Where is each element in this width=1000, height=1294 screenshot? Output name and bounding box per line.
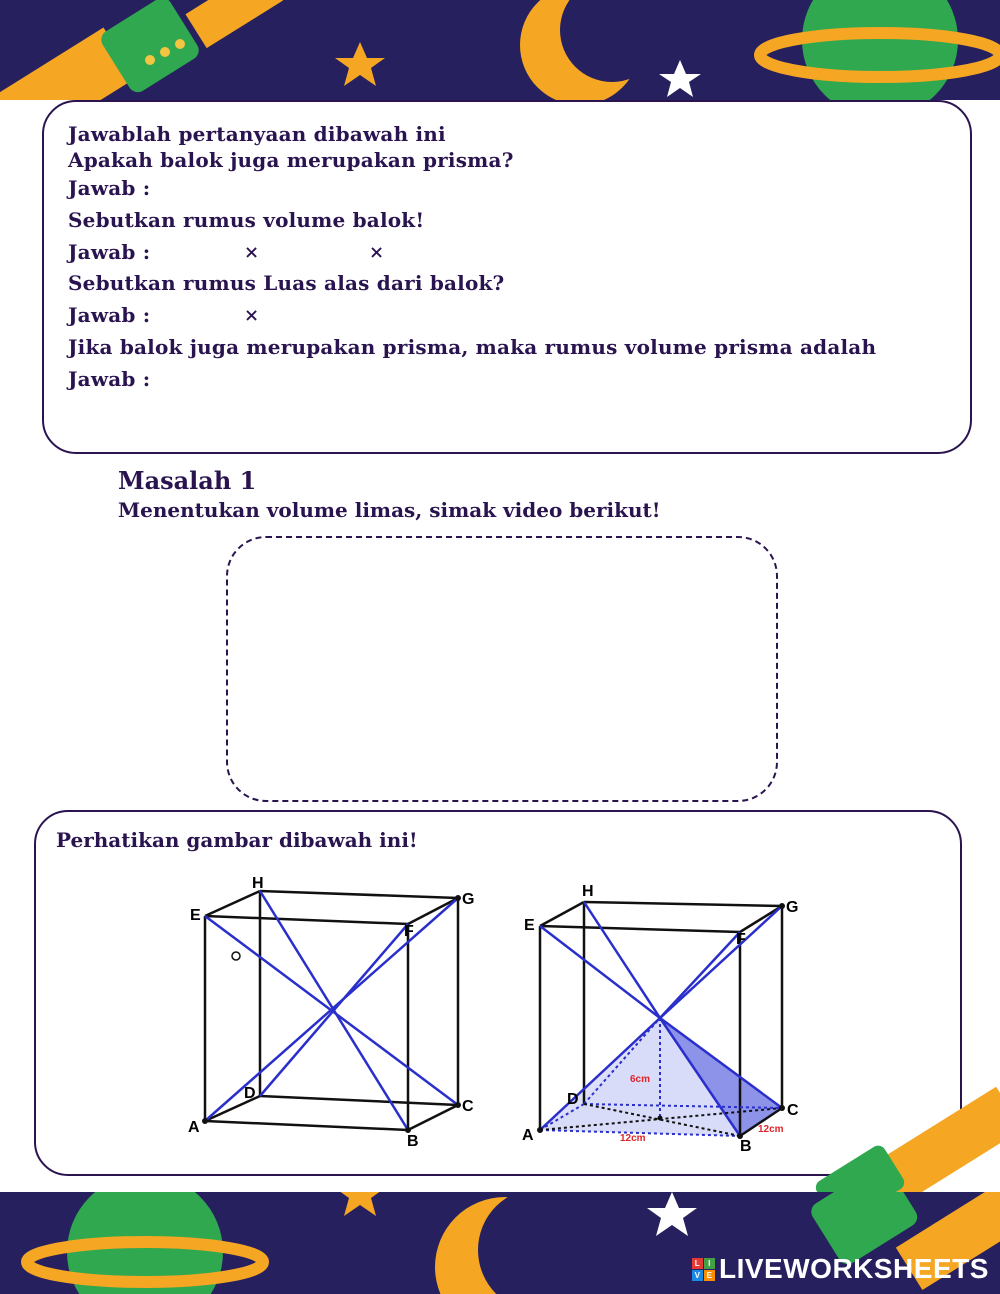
question-4: Jika balok juga merupakan prisma, maka rumus volume prisma adalah	[68, 335, 877, 359]
vertex-label: D	[244, 1085, 256, 1102]
answer-3-label: Jawab :	[68, 303, 151, 327]
vertex-label: H	[252, 875, 264, 892]
vertex-label: F	[736, 931, 746, 948]
question-3: Sebutkan rumus Luas alas dari balok?	[68, 271, 505, 295]
vertex-label: H	[582, 883, 594, 900]
planet-icon	[27, 1192, 263, 1294]
liveworksheets-badge: L I V E	[692, 1258, 715, 1281]
times-symbol: ×	[244, 305, 260, 326]
masalah-title: Masalah 1	[118, 466, 257, 495]
question-1: Apakah balok juga merupakan prisma?	[68, 148, 514, 172]
vertex-label: C	[787, 1102, 799, 1119]
moon-icon	[435, 1192, 602, 1294]
height-label: 6cm	[630, 1074, 651, 1085]
star-icon	[647, 1192, 697, 1236]
satellite-icon	[800, 1080, 1000, 1200]
answer-4-label: Jawab :	[68, 367, 151, 391]
vertex-label: A	[522, 1127, 534, 1144]
vertex-label: C	[462, 1098, 474, 1115]
vertex-label: A	[188, 1119, 200, 1136]
times-symbol: ×	[369, 242, 385, 263]
base-label-ab: 12cm	[620, 1133, 646, 1144]
answer-1-label: Jawab :	[68, 176, 151, 200]
satellite-icon	[0, 0, 283, 100]
question-2: Sebutkan rumus volume balok!	[68, 208, 425, 232]
liveworksheets-text: LIVEWORKSHEETS	[719, 1253, 989, 1284]
base-label-bc: 12cm	[758, 1124, 784, 1135]
times-symbol: ×	[244, 242, 260, 263]
vertex-label: G	[786, 899, 799, 916]
star-icon	[335, 1192, 385, 1216]
vertex-label: E	[190, 907, 201, 924]
space-decoration-top	[0, 0, 1000, 100]
vertex-label: F	[404, 923, 414, 940]
questions-intro: Jawablah pertanyaan dibawah ini	[68, 122, 446, 146]
vertex-label: E	[524, 917, 535, 934]
answer-2-label: Jawab :	[68, 240, 151, 264]
cube-diagrams	[180, 868, 820, 1168]
cube-diagonals-figure	[188, 875, 474, 1150]
top-decorative-band	[0, 0, 1000, 100]
vertex-label: G	[462, 891, 475, 908]
moon-icon	[520, 0, 664, 100]
vertex-label: D	[567, 1091, 579, 1108]
star-icon	[335, 42, 385, 86]
planet-icon	[760, 0, 1000, 100]
vertex-label: B	[407, 1133, 419, 1150]
masalah-subtitle: Menentukan volume limas, simak video berikut!	[118, 498, 661, 522]
star-icon	[659, 60, 701, 97]
video-placeholder[interactable]	[226, 536, 778, 802]
vertex-label: B	[740, 1138, 752, 1155]
cube-pyramid-figure	[522, 883, 799, 1155]
liveworksheets-logo[interactable]	[692, 1252, 989, 1286]
figure-title: Perhatikan gambar dibawah ini!	[56, 828, 418, 852]
